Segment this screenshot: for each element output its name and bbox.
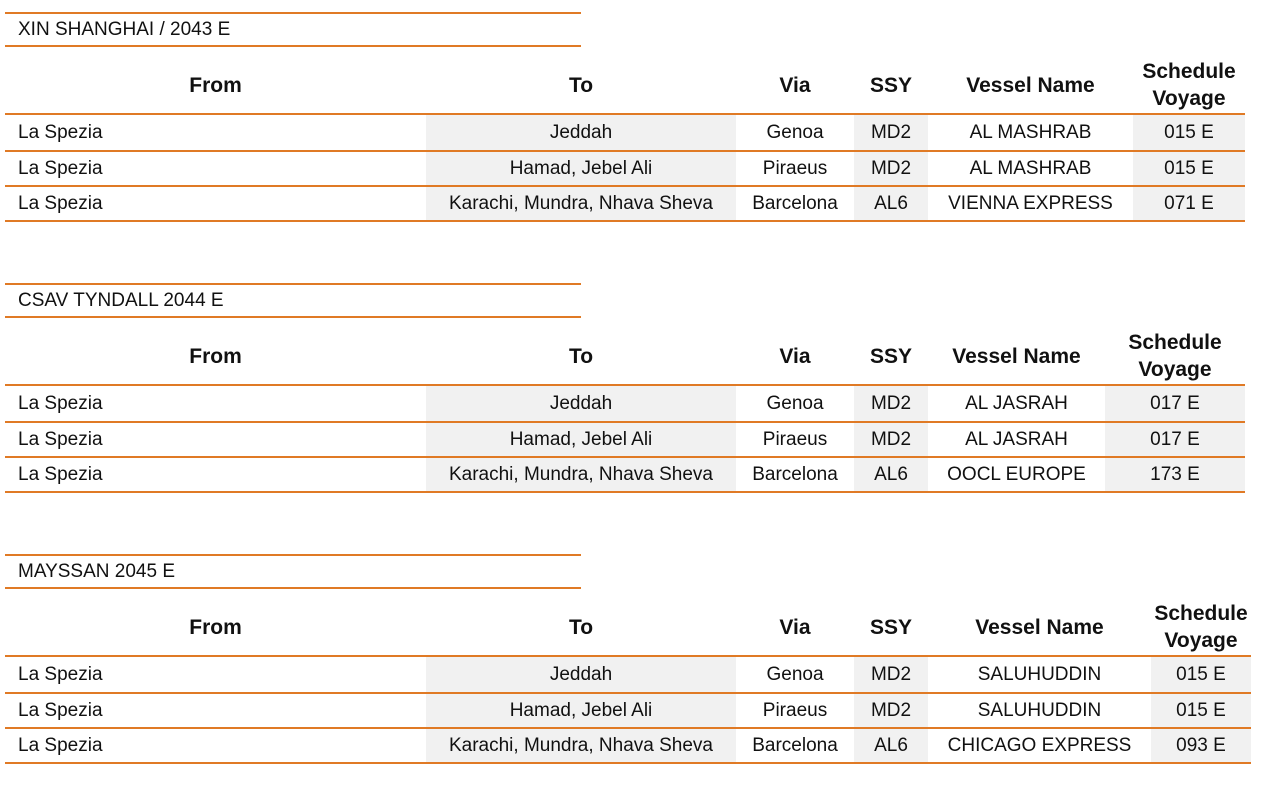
col-header-ssy: SSY — [869, 344, 913, 368]
via-cell: Barcelona — [752, 192, 838, 214]
col-header-schedule-voyage — [1151, 599, 1251, 655]
col-header-via: Via — [779, 73, 811, 97]
schedule-voyage-cell: 017 E — [1105, 386, 1245, 421]
vessel-name-cell: SALUHUDDIN — [977, 699, 1102, 721]
vessel-name-cell: CHICAGO EXPRESS — [947, 734, 1132, 756]
vessel-name-cell: AL JASRAH — [965, 392, 1068, 414]
col-header-vessel-name: Vessel Name — [975, 615, 1104, 639]
from-cell: La Spezia — [18, 192, 103, 214]
via-cell: Genoa — [766, 392, 824, 414]
via-cell: Barcelona — [752, 734, 838, 756]
from-cell: La Spezia — [18, 663, 103, 685]
schedule-voyage-header-text — [1142, 58, 1235, 112]
to-cell: Hamad, Jebel Ali — [426, 423, 736, 456]
col-header-to: To — [568, 344, 594, 368]
to-cell: Jeddah — [426, 115, 736, 150]
schedule-voyage-cell: 015 E — [1133, 152, 1245, 185]
schedule-voyage-cell: 071 E — [1133, 187, 1245, 220]
schedule-voyage-header-line1: Schedule — [1142, 60, 1236, 83]
vessel-name-cell: SALUHUDDIN — [977, 663, 1102, 685]
vessel-title: CSAV TYNDALL 2044 E — [5, 283, 581, 318]
col-header-via: Via — [779, 344, 811, 368]
col-header-schedule-voyage — [1133, 57, 1245, 113]
from-cell: La Spezia — [18, 463, 103, 485]
col-header-vessel-name: Vessel Name — [966, 73, 1095, 97]
via-cell: Piraeus — [762, 157, 828, 179]
schedule-voyage-header-text — [1154, 600, 1247, 654]
ssy-cell: MD2 — [854, 386, 928, 421]
ssy-cell: AL6 — [854, 729, 928, 762]
table-row — [5, 458, 1245, 493]
vessel-name-cell: AL MASHRAB — [969, 157, 1092, 179]
schedule-voyage-header-line1: Schedule — [1128, 331, 1222, 354]
from-cell: La Spezia — [18, 734, 103, 756]
table-row — [5, 423, 1245, 458]
vessel-name-cell: AL MASHRAB — [969, 121, 1092, 143]
to-cell: Karachi, Mundra, Nhava Sheva — [426, 729, 736, 762]
via-cell: Piraeus — [762, 699, 828, 721]
to-cell: Jeddah — [426, 386, 736, 421]
col-header-from: From — [189, 615, 242, 639]
table-row — [5, 115, 1245, 152]
col-header-to: To — [568, 615, 594, 639]
table-row — [5, 386, 1245, 423]
vessel-name-cell: OOCL EUROPE — [947, 463, 1086, 485]
schedule-voyage-cell: 015 E — [1151, 657, 1251, 692]
col-header-schedule-voyage — [1105, 328, 1245, 384]
ssy-cell: AL6 — [854, 458, 928, 491]
ssy-cell: MD2 — [854, 423, 928, 456]
table-row — [5, 657, 1251, 694]
from-cell: La Spezia — [18, 699, 103, 721]
vessel-name-cell: VIENNA EXPRESS — [948, 192, 1113, 214]
ssy-cell: MD2 — [854, 694, 928, 727]
ssy-cell: MD2 — [854, 115, 928, 150]
schedule-voyage-cell: 015 E — [1151, 694, 1251, 727]
col-header-ssy: SSY — [869, 615, 913, 639]
from-cell: La Spezia — [18, 392, 103, 414]
schedule-voyage-header-line2: Voyage — [1164, 629, 1238, 652]
to-cell: Hamad, Jebel Ali — [426, 694, 736, 727]
table-row — [5, 187, 1245, 222]
schedule-voyage-cell: 093 E — [1151, 729, 1251, 762]
col-header-to: To — [568, 73, 594, 97]
table-row — [5, 729, 1251, 764]
from-cell: La Spezia — [18, 428, 103, 450]
via-cell: Piraeus — [762, 428, 828, 450]
col-header-from: From — [189, 73, 242, 97]
vessel-title: MAYSSAN 2045 E — [5, 554, 581, 589]
ssy-cell: AL6 — [854, 187, 928, 220]
table-row — [5, 152, 1245, 187]
table-row — [5, 694, 1251, 729]
from-cell: La Spezia — [18, 157, 103, 179]
schedule-voyage-header-line2: Voyage — [1152, 87, 1226, 110]
table-header-row — [5, 57, 1245, 115]
schedule-voyage-header-text — [1128, 329, 1221, 383]
schedule-voyage-header-line1: Schedule — [1154, 602, 1248, 625]
via-cell: Barcelona — [752, 463, 838, 485]
schedule-voyage-cell: 017 E — [1105, 423, 1245, 456]
schedule-voyage-cell: 015 E — [1133, 115, 1245, 150]
to-cell: Karachi, Mundra, Nhava Sheva — [426, 458, 736, 491]
col-header-via: Via — [779, 615, 811, 639]
ssy-cell: MD2 — [854, 152, 928, 185]
table-header-row — [5, 328, 1245, 386]
ssy-cell: MD2 — [854, 657, 928, 692]
col-header-ssy: SSY — [869, 73, 913, 97]
to-cell: Hamad, Jebel Ali — [426, 152, 736, 185]
schedule-voyage-header-line2: Voyage — [1138, 358, 1212, 381]
schedule-voyage-cell: 173 E — [1105, 458, 1245, 491]
vessel-title: XIN SHANGHAI / 2043 E — [5, 12, 581, 47]
col-header-vessel-name: Vessel Name — [952, 344, 1081, 368]
vessel-name-cell: AL JASRAH — [965, 428, 1068, 450]
via-cell: Genoa — [766, 121, 824, 143]
to-cell: Karachi, Mundra, Nhava Sheva — [426, 187, 736, 220]
from-cell: La Spezia — [18, 121, 103, 143]
table-header-row — [5, 599, 1251, 657]
to-cell: Jeddah — [426, 657, 736, 692]
col-header-from: From — [189, 344, 242, 368]
via-cell: Genoa — [766, 663, 824, 685]
